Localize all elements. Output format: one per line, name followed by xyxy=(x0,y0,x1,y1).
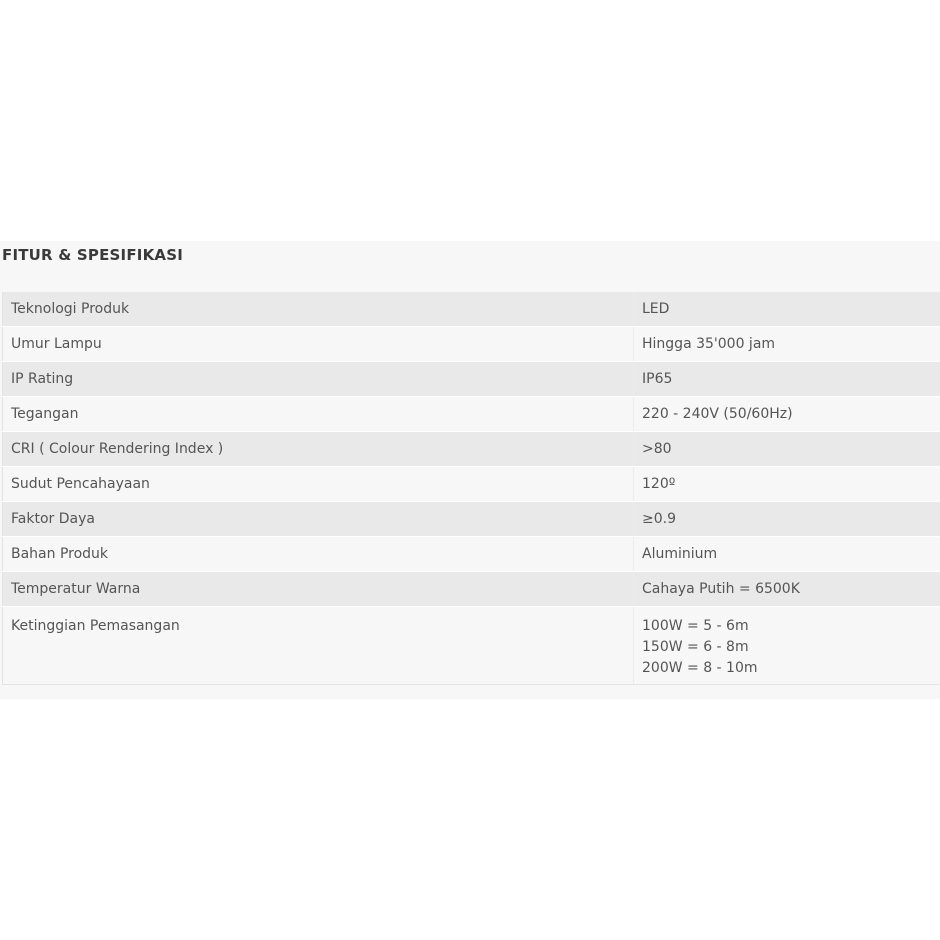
spec-value-line: 200W = 8 - 10m xyxy=(642,660,758,676)
spec-value xyxy=(634,502,940,537)
spec-value-line: 120º xyxy=(642,475,676,492)
spec-value-line: LED xyxy=(642,300,670,317)
table-row xyxy=(3,502,940,537)
spec-value xyxy=(634,292,940,327)
spec-label: Tegangan xyxy=(3,397,634,432)
spec-label: Ketinggian Pemasangan xyxy=(3,607,634,685)
spec-label: Sudut Pencahayaan xyxy=(3,467,634,502)
spec-value-line: 220 - 240V (50/60Hz) xyxy=(642,405,793,422)
spec-value-line: 150W = 6 - 8m xyxy=(642,639,749,655)
spec-value-line: Cahaya Putih = 6500K xyxy=(642,580,800,597)
spec-label: Temperatur Warna xyxy=(3,572,634,607)
spec-value xyxy=(634,607,940,685)
spec-value-line: Hingga 35'000 jam xyxy=(642,335,776,352)
section-title: FITUR & SPESIFIKASI xyxy=(2,246,183,264)
spec-value-line: >80 xyxy=(642,440,672,457)
spec-value-line: Aluminium xyxy=(642,545,718,562)
table-row xyxy=(3,432,940,467)
table-row xyxy=(3,572,940,607)
table-row xyxy=(3,607,940,685)
spec-value-line: ≥0.9 xyxy=(642,510,676,527)
spec-value-line: 100W = 5 - 6m xyxy=(642,618,749,634)
table-row xyxy=(3,467,940,502)
spec-panel xyxy=(0,241,940,699)
spec-value xyxy=(634,397,940,432)
table-row xyxy=(3,397,940,432)
spec-value xyxy=(634,362,940,397)
spec-label: Bahan Produk xyxy=(3,537,634,572)
spec-label: Umur Lampu xyxy=(3,327,634,362)
spec-value xyxy=(634,432,940,467)
spec-value xyxy=(634,327,940,362)
table-row xyxy=(3,292,940,327)
table-row xyxy=(3,537,940,572)
table-row xyxy=(3,327,940,362)
spec-value xyxy=(634,572,940,607)
spec-value xyxy=(634,537,940,572)
table-row xyxy=(3,362,940,397)
spec-label: Faktor Daya xyxy=(3,502,634,537)
spec-value-line: IP65 xyxy=(642,370,673,387)
spec-label: CRI ( Colour Rendering Index ) xyxy=(3,432,634,467)
spec-value xyxy=(634,467,940,502)
spec-label: IP Rating xyxy=(3,362,634,397)
spec-table xyxy=(2,292,940,685)
spec-label: Teknologi Produk xyxy=(3,292,634,327)
